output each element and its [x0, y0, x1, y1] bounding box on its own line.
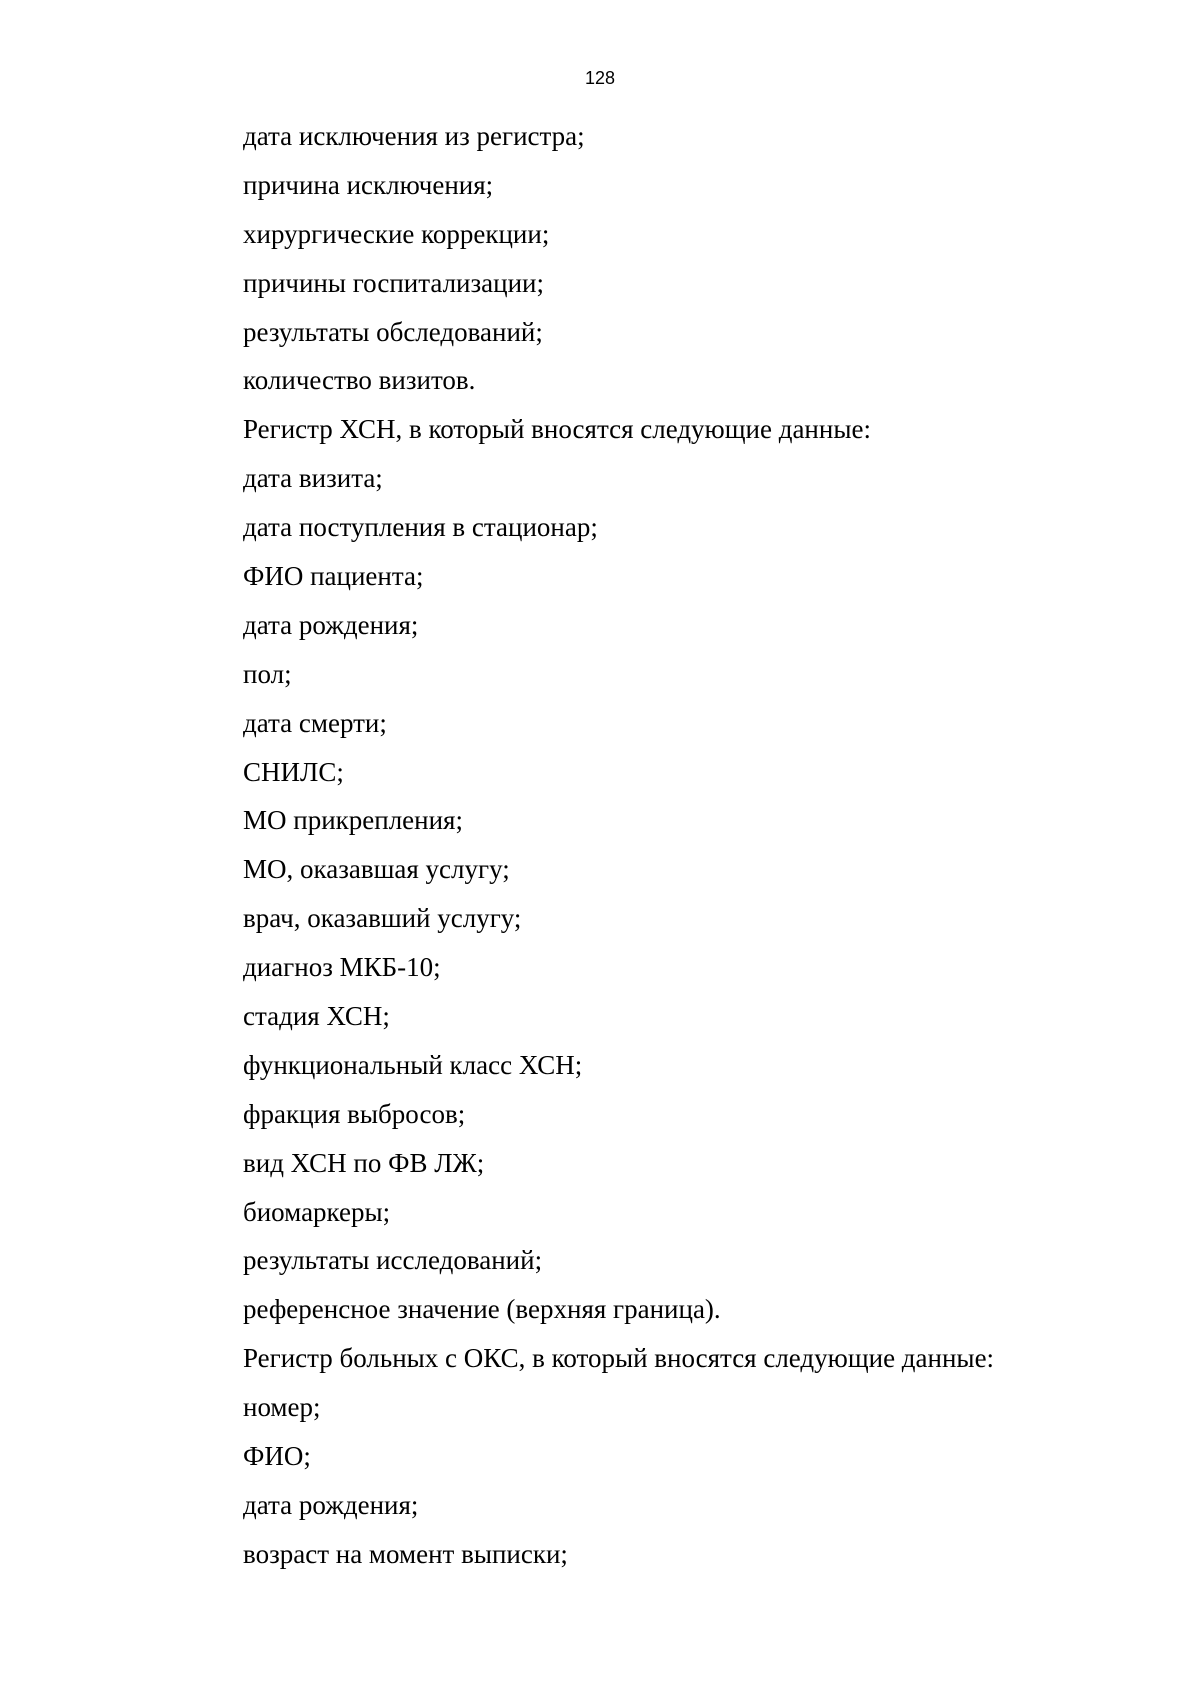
text-line: биомаркеры;: [243, 1196, 391, 1227]
text-line: СНИЛС;: [243, 756, 344, 787]
section-heading: Регистр ХСН, в который вносятся следующие данные:: [243, 414, 871, 445]
text-line: дата рождения;: [243, 1489, 419, 1520]
text-line: референсное значение (верхняя граница).: [243, 1294, 721, 1325]
text-line: пол;: [243, 658, 292, 689]
text-line: ФИО пациента;: [243, 561, 424, 592]
text-line: вид ХСН по ФВ ЛЖ;: [243, 1147, 485, 1178]
text-line: ФИО;: [243, 1441, 311, 1472]
text-line: дата рождения;: [243, 609, 419, 640]
text-line: дата исключения из регистра;: [243, 121, 585, 151]
text-line: стадия ХСН;: [243, 1001, 390, 1032]
text-line: результаты обследований;: [243, 316, 543, 347]
text-line: дата поступления в стационар;: [243, 512, 598, 543]
text-line: возраст на момент выписки;: [243, 1538, 568, 1569]
section-heading: Регистр больных с ОКС, в который вносятся следующие данные:: [243, 1343, 995, 1374]
text-line: диагноз МКБ-10;: [243, 952, 441, 983]
document-body: [243, 112, 1143, 1579]
text-line: хирургические коррекции;: [243, 218, 550, 249]
page-number: 128: [584, 68, 616, 88]
text-line: причина исключения;: [243, 169, 494, 200]
text-line: причины госпитализации;: [243, 267, 544, 298]
text-line: врач, оказавший услугу;: [243, 903, 522, 934]
text-line: результаты исследований;: [243, 1245, 543, 1276]
text-line: фракция выбросов;: [243, 1098, 466, 1129]
text-line: МО, оказавшая услугу;: [243, 854, 510, 885]
text-line: номер;: [243, 1392, 321, 1423]
text-line: дата визита;: [243, 463, 383, 494]
text-line: функциональный класс ХСН;: [243, 1049, 583, 1080]
text-line: количество визитов.: [243, 365, 476, 396]
text-line: дата смерти;: [243, 707, 387, 738]
text-line: МО прикрепления;: [243, 805, 463, 836]
